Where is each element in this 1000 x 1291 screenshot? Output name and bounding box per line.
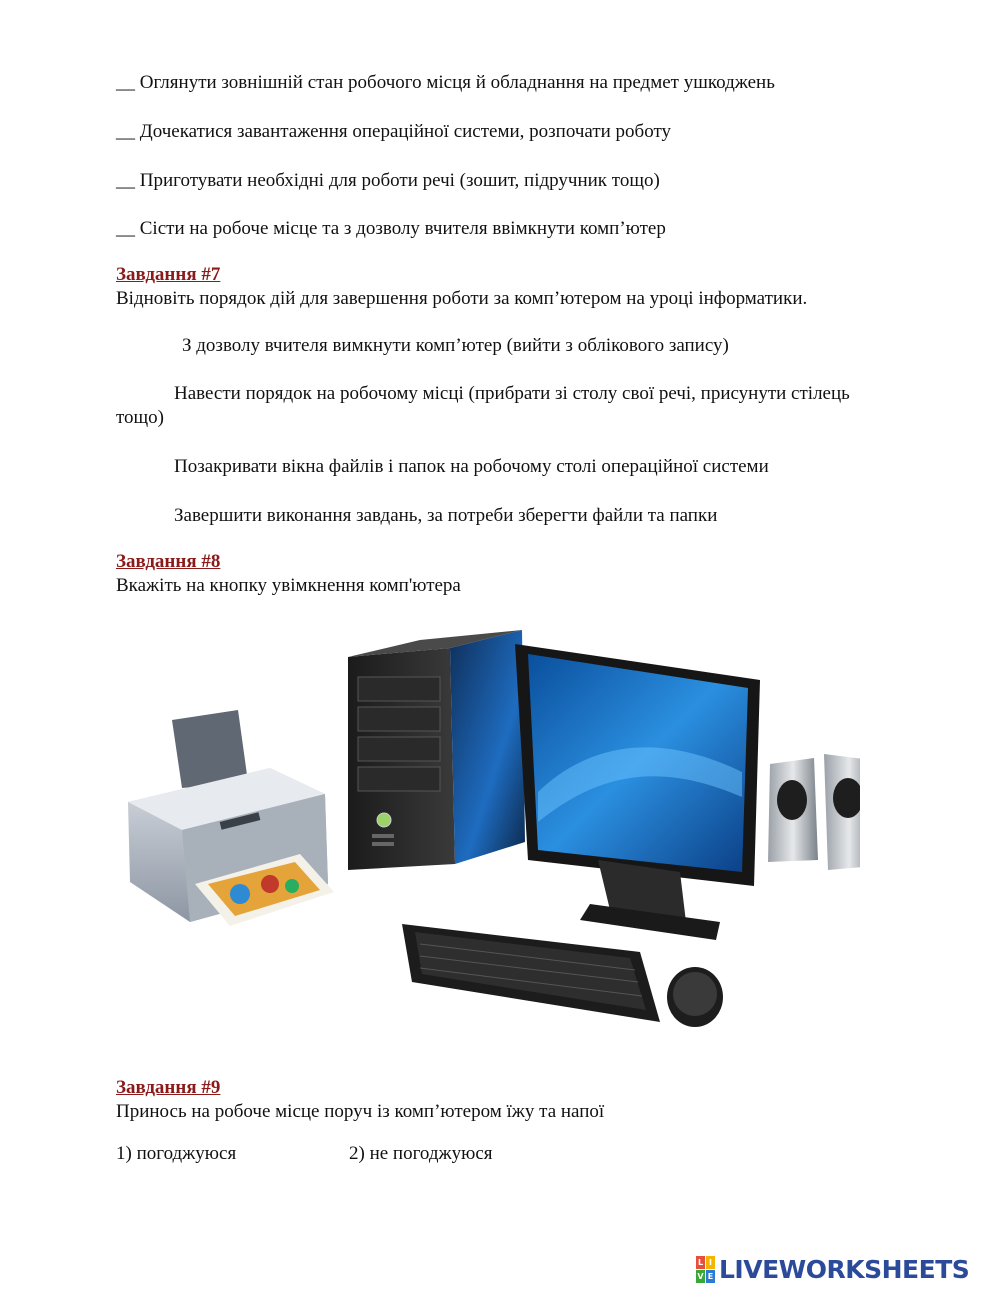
- task7-step-2[interactable]: Навести порядок на робочому місці (прибрати зі столу свої речі, присунути стілець тощо): [116, 383, 850, 428]
- task7-question: Відновіть порядок дій для завершення роботи за комп’ютером на уроці інформатики.: [116, 288, 808, 309]
- task9-option-1[interactable]: 1) погоджуюся: [116, 1143, 237, 1164]
- logo-letter-l: L: [697, 1257, 704, 1267]
- task7-step-4[interactable]: Завершити виконання завдань, за потреби зберегти файли та папки: [174, 505, 718, 526]
- logo-letter-e: E: [707, 1271, 714, 1281]
- liveworksheets-logo-icon: [696, 1256, 715, 1283]
- task6-step-2: __ Дочекатися завантаження операційної системи, розпочати роботу: [116, 121, 672, 142]
- system-unit: [348, 630, 525, 870]
- task8-heading: Завдання #8: [116, 551, 221, 572]
- logo-letter-v: V: [697, 1271, 704, 1281]
- printer: [128, 710, 334, 926]
- monitor: [515, 644, 760, 940]
- task9-heading: Завдання #9: [116, 1077, 221, 1098]
- liveworksheets-wordmark: LIVEWORKSHEETS: [719, 1254, 970, 1284]
- keyboard: [402, 924, 660, 1022]
- task9-question: Принось на робоче місце поруч із комп’ютером їжу та напої: [116, 1101, 605, 1122]
- power-button[interactable]: [377, 813, 391, 827]
- computer-setup-illustration[interactable]: [120, 622, 860, 1042]
- task7-step-3[interactable]: Позакривати вікна файлів і папок на робочому столі операційної системи: [174, 456, 769, 477]
- task9-option-2[interactable]: 2) не погоджуюся: [349, 1143, 493, 1164]
- task7-step-1[interactable]: З дозволу вчителя вимкнути комп’ютер (вийти з облікового запису): [182, 335, 729, 356]
- task8-question: Вкажіть на кнопку увімкнення комп'ютера: [116, 575, 461, 596]
- task6-step-3: __ Приготувати необхідні для роботи речі (зошит, підручник тощо): [116, 170, 660, 191]
- logo-letter-i: I: [706, 1256, 715, 1269]
- task6-step-1: __ Оглянути зовнішній стан робочого місця й обладнання на предмет ушкоджень: [116, 72, 775, 93]
- task6-step-4: __ Сісти на робоче місце та з дозволу вчителя ввімкнути комп’ютер: [116, 218, 666, 239]
- liveworksheets-logo: [696, 1255, 969, 1283]
- speakers: [768, 754, 860, 870]
- task7-heading: Завдання #7: [116, 264, 221, 285]
